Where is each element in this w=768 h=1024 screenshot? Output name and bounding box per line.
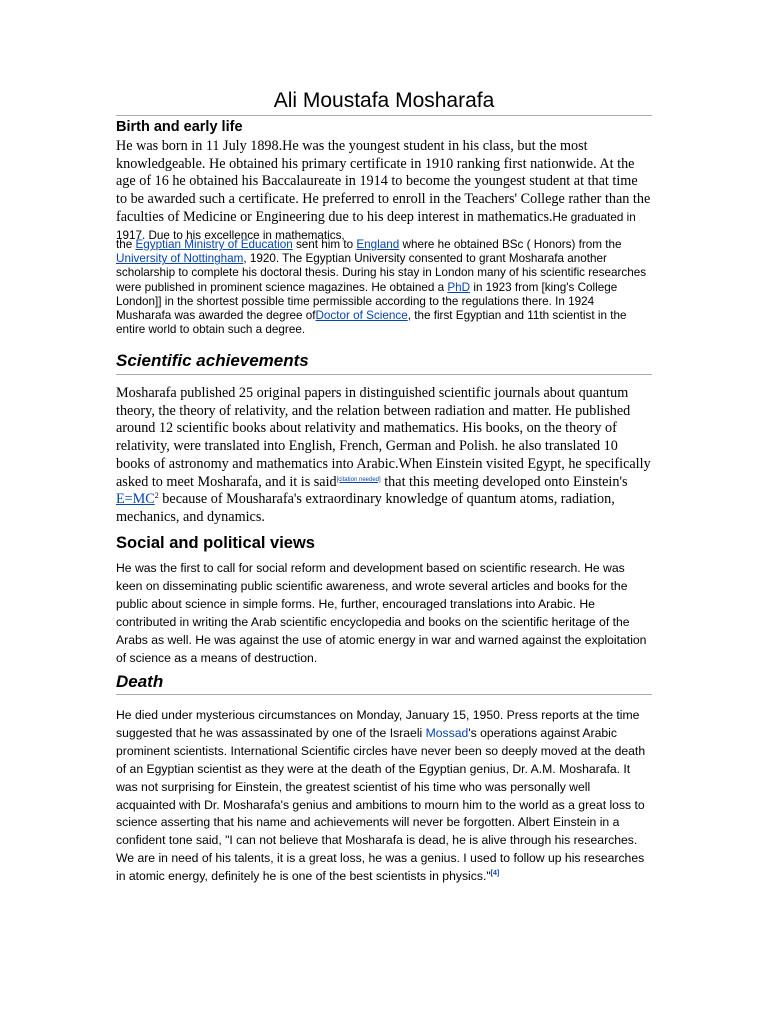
death-paragraph: [116, 707, 652, 886]
page-title: Ali Moustafa Mosharafa: [116, 88, 652, 116]
link-egyptian-ministry-of-education[interactable]: Egyptian Ministry of Education: [135, 238, 293, 251]
link-university-of-nottingham[interactable]: University of Nottingham: [116, 252, 244, 266]
link-emc[interactable]: E=MC: [116, 491, 155, 508]
emc-superscript: 2: [154, 491, 159, 501]
link-doctor-of-science[interactable]: Doctor of Science: [315, 309, 408, 323]
birth-text-2a: the: [116, 238, 136, 251]
birth-text-2b: sent him to: [292, 238, 357, 251]
death-text-b: 's operations against Arabic prominent scientists. International Scientific circles have never been so deeply moved at the death of an Egyptian scientist as they were at the death of the Egyptian genius, Dr. A.M. Mosharafa. It was not surprising for Einstein, the greatest scientist of his time who was personally well acquainted with Dr. Mosharafa's genius and ambitions to mourn him to the world as a great loss to science asserting that his name and achievements will never be forgotten. Albert Einstein in a confident tone said, "I can not believe that Mosharafa is dead, he is alive through his researches. We are in need of his talents, it is a great loss, he was a genius. I used to follow up his researches in atomic energy, definitely he is one of the best scientists in physics.": [116, 725, 646, 884]
death-text-a: He died under mysterious circumstances on Monday, January 15, 1950. Press reports at the time suggested that he was assassinated by one of the Israeli: [116, 708, 640, 740]
heading-scientific-achievements: Scientific achievements: [116, 350, 652, 375]
birth-text-1-tail: He graduated in 1917. Due to his excellence in mathematics,: [116, 210, 636, 242]
link-reference-4[interactable]: [4]: [490, 870, 500, 878]
scientific-text-c: because of Mousharafa's extraordinary knowledge of quantum atoms, radiation, mechanics, and dynamics.: [116, 491, 615, 525]
birth-text-2f: , the first Egyptian and 11th scientist in the entire world to obtain such a degree.: [116, 309, 627, 337]
birth-paragraph-serif: [116, 138, 652, 244]
link-england[interactable]: England: [356, 238, 400, 251]
heading-death: Death: [116, 671, 652, 695]
heading-social-political-views: Social and political views: [116, 534, 315, 552]
scientific-paragraph: [116, 385, 652, 527]
link-citation-needed[interactable]: [citation needed]: [336, 476, 381, 483]
birth-paragraph-sans: [116, 238, 652, 337]
birth-text-2e: in 1923 from [king's College London]] in the shortest possible time permissible according to the regulations there. In 1924 Musharafa was awarded the degree of: [116, 280, 618, 323]
birth-text-2c: where he obtained BSc ( Honors) from the: [399, 238, 622, 251]
birth-text-1: He was born in 11 July 1898.He was the youngest student in his class, but the most knowledgeable. He obtained his primary certificate in 1910 ranking first nationwide. At the age of 16 he obtained his Baccalaureate in 1914 to become the youngest student at that time to be awarded such a certificate. He preferred to enroll in the Teachers' College rather than the faculties of Medicine or Engineering due to his deep interest in mathematics.: [116, 138, 651, 225]
birth-text-2d: , 1920. The Egyptian University consented to grant Mosharafa another scholarship to complete his doctoral thesis. During his stay in London many of his scientific researches were published in prominent science magazines. He obtained a: [116, 252, 647, 294]
scientific-text-a: Mosharafa published 25 original papers in distinguished scientific journals about quantum theory, the theory of relativity, and the relation between radiation and matter. He published around 12 scientific books about relativity and mathematics. His books, on the theory of relativity, were translated into English, French, German and Polish. he also translated 10 books of astronomy and mathematics into Arabic.When Einstein visited Egypt, he specifically asked to meet Mosharafa, and it is said: [116, 385, 651, 490]
social-paragraph: He was the first to call for social reform and development based on scientific research. He was keen on disseminating public scientific awareness, and wrote several articles and books for the public about science in simple forms. He, further, encouraged translations into Arabic. He contributed in writing the Arab scientific encyclopedia and books on the scientific heritage of the Arabs as well. He was against the use of atomic energy in war and warned against the exploitation of science as a means of destruction.: [116, 561, 647, 665]
scientific-text-b: that this meeting developed onto Einstein's: [380, 473, 628, 490]
link-phd[interactable]: PhD: [447, 280, 471, 294]
heading-birth: Birth and early life: [116, 119, 243, 135]
link-mossad[interactable]: Mossad: [425, 725, 469, 740]
